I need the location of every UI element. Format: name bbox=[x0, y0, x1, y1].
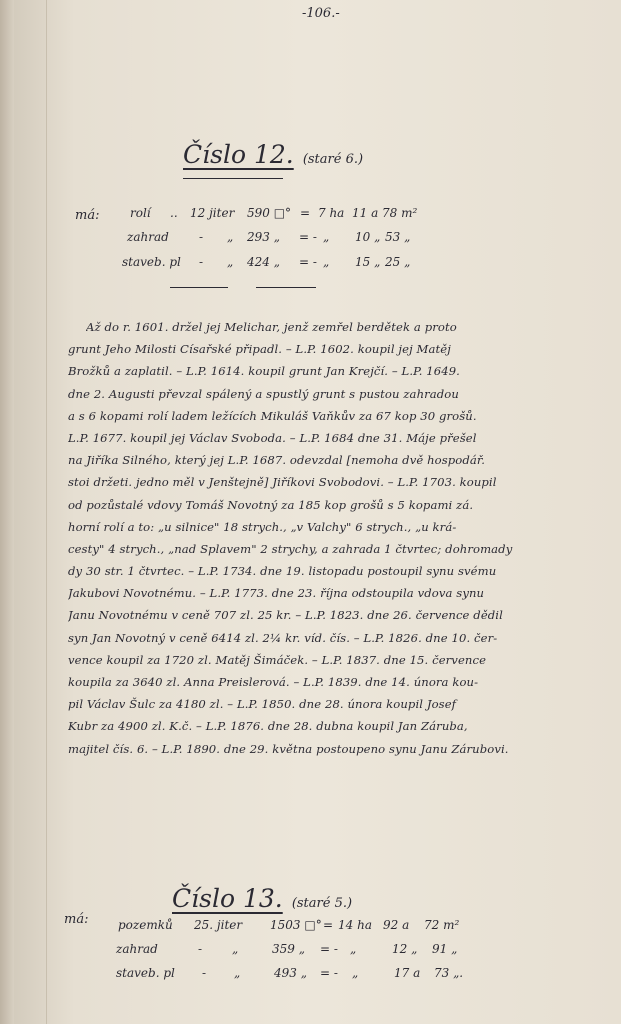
area-dash: - bbox=[199, 230, 204, 244]
entry-13-heading bbox=[172, 884, 352, 913]
history-line: a s 6 kopami rolí ladem ležících Mikuláš Vaňkův za 67 kop 30 grošů. bbox=[68, 408, 477, 423]
history-line: Janu Novotnému v ceně 707 zl. 25 kr. – L.P. 1823. dne 26. července dědil bbox=[68, 608, 503, 623]
area-jitra: 12 jiter bbox=[190, 206, 235, 220]
area-m2: 25 „ bbox=[385, 255, 411, 269]
area-label: zahrad bbox=[116, 942, 158, 956]
area-m2: 72 m² bbox=[424, 918, 460, 932]
history-line: cesty" 4 strych., „nad Splavem" 2 strychy, a zahrada 1 čtvrtec; dohromady bbox=[68, 541, 513, 556]
area-ha: 7 ha bbox=[318, 206, 345, 220]
area-sahy: 590 □° bbox=[247, 206, 292, 220]
area-sahy: 293 „ bbox=[247, 230, 280, 244]
area-label: zahrad bbox=[127, 230, 169, 244]
area-sahy: 493 „ bbox=[274, 966, 307, 980]
area-m2: 78 m² bbox=[382, 206, 418, 220]
area-a: 92 a bbox=[383, 918, 410, 932]
area-dash: - bbox=[198, 942, 203, 956]
history-line: od pozůstalé vdovy Tomáš Novotný za 185 kop grošů s 5 kopami zá. bbox=[68, 497, 474, 512]
history-line: grunt Jeho Milosti Císařské připadl. – L.P. 1602. koupil jej Matěj bbox=[68, 342, 451, 357]
area-ditto: „ bbox=[227, 255, 234, 269]
history-line: stoi držeti. jedno měl v Jenštejně] Jiříkovi Svobodovi. – L.P. 1703. koupil bbox=[68, 475, 497, 490]
area-dash: - bbox=[202, 966, 207, 980]
history-line: Jakubovi Novotnému. – L.P. 1773. dne 23. října odstoupila vdova synu bbox=[68, 586, 485, 601]
separator-line bbox=[170, 287, 228, 288]
binding-shadow bbox=[0, 0, 14, 1024]
history-line: syn Jan Novotný v ceně 6414 zl. 2¼ kr. víd. čís. – L.P. 1826. dne 10. čer- bbox=[68, 630, 498, 645]
area-label: pozemků bbox=[118, 918, 173, 932]
history-line: na Jiříka Silného, který jej L.P. 1687. odevzdal [nemoha dvě hospodář. bbox=[68, 453, 486, 468]
area-label: staveb. pl bbox=[116, 966, 175, 980]
entry-13-number: Číslo 13. bbox=[172, 884, 283, 913]
area-ditto: „ bbox=[350, 942, 357, 956]
history-line: koupila za 3640 zl. Anna Preislerová. – L.P. 1839. dne 14. února kou- bbox=[68, 675, 479, 689]
area-sahy: 424 „ bbox=[247, 255, 280, 269]
entry-12-history bbox=[62, 316, 602, 760]
area-eq: = bbox=[323, 918, 334, 932]
area-dots: .. bbox=[170, 206, 178, 220]
margin-rule bbox=[46, 0, 47, 1024]
area-label: rolí bbox=[130, 206, 151, 220]
area-sahy: 1503 □° bbox=[270, 918, 322, 932]
entry-12-heading bbox=[183, 140, 363, 169]
history-line: horní rolí a to: „u silnice" 18 strych., „v Valchy" 6 strych., „u krá- bbox=[68, 519, 457, 534]
history-line: vence koupil za 1720 zl. Matěj Šimáček. – L.P. 1837. dne 15. července bbox=[68, 652, 487, 667]
area-ditto: „ bbox=[227, 230, 234, 244]
area-ditto: „ bbox=[323, 255, 330, 269]
area-a: 10 „ bbox=[355, 230, 381, 244]
area-m2: 91 „ bbox=[432, 942, 458, 956]
separator-line bbox=[256, 287, 316, 288]
area-eq: = - bbox=[320, 966, 338, 980]
area-eq: = - bbox=[299, 230, 317, 244]
area-ditto: „ bbox=[323, 230, 330, 244]
area-sahy: 359 „ bbox=[272, 942, 305, 956]
entry-13-ma-label: má: bbox=[64, 912, 89, 927]
area-ha: 14 ha bbox=[338, 918, 372, 932]
area-eq: = bbox=[300, 206, 311, 220]
history-line: majitel čís. 6. – L.P. 1890. dne 29. května postoupeno synu Janu Zárubovi. bbox=[68, 741, 509, 756]
history-line: Až do r. 1601. držel jej Melichar, jenž zemřel berdětek a proto bbox=[86, 320, 457, 334]
area-a: 12 „ bbox=[392, 942, 418, 956]
page-number: -106.- bbox=[302, 6, 340, 21]
entry-12-number: Číslo 12. bbox=[183, 140, 294, 169]
history-line: Kubr za 4900 zl. K.č. – L.P. 1876. dne 28. dubna koupil Jan Záruba, bbox=[68, 719, 468, 734]
entry-12-ma-label: má: bbox=[75, 208, 100, 223]
area-label: staveb. pl bbox=[122, 255, 181, 269]
area-a: 11 a bbox=[352, 206, 379, 220]
area-m2: 73 „. bbox=[434, 966, 464, 980]
area-eq: = - bbox=[299, 255, 317, 269]
history-line: Brožků a zaplatil. – L.P. 1614. koupil grunt Jan Krejčí. – L.P. 1649. bbox=[68, 364, 460, 379]
history-line: dne 2. Augusti převzal spálený a spustlý grunt s pustou zahradou bbox=[68, 386, 459, 401]
area-m2: 53 „ bbox=[385, 230, 411, 244]
heading-underline bbox=[183, 178, 283, 179]
area-ditto: „ bbox=[234, 966, 241, 980]
area-ditto: „ bbox=[232, 942, 239, 956]
area-ditto: „ bbox=[352, 966, 359, 980]
history-line: dy 30 str. 1 čtvrtec. – L.P. 1734. dne 19. listopadu postoupil synu svému bbox=[68, 564, 497, 579]
area-a: 15 „ bbox=[355, 255, 381, 269]
area-eq: = - bbox=[320, 942, 338, 956]
area-jitra: 25. jiter bbox=[194, 918, 243, 932]
history-line: L.P. 1677. koupil jej Václav Svoboda. – L.P. 1684 dne 31. Máje přešel bbox=[68, 430, 477, 445]
entry-12-old-number: (staré 6.) bbox=[302, 152, 364, 167]
area-a: 17 a bbox=[394, 966, 421, 980]
area-dash: - bbox=[199, 255, 204, 269]
entry-13-old-number: (staré 5.) bbox=[291, 896, 353, 911]
history-line: pil Václav Šulc za 4180 zl. – L.P. 1850. dne 28. února koupil Josef bbox=[68, 697, 457, 712]
